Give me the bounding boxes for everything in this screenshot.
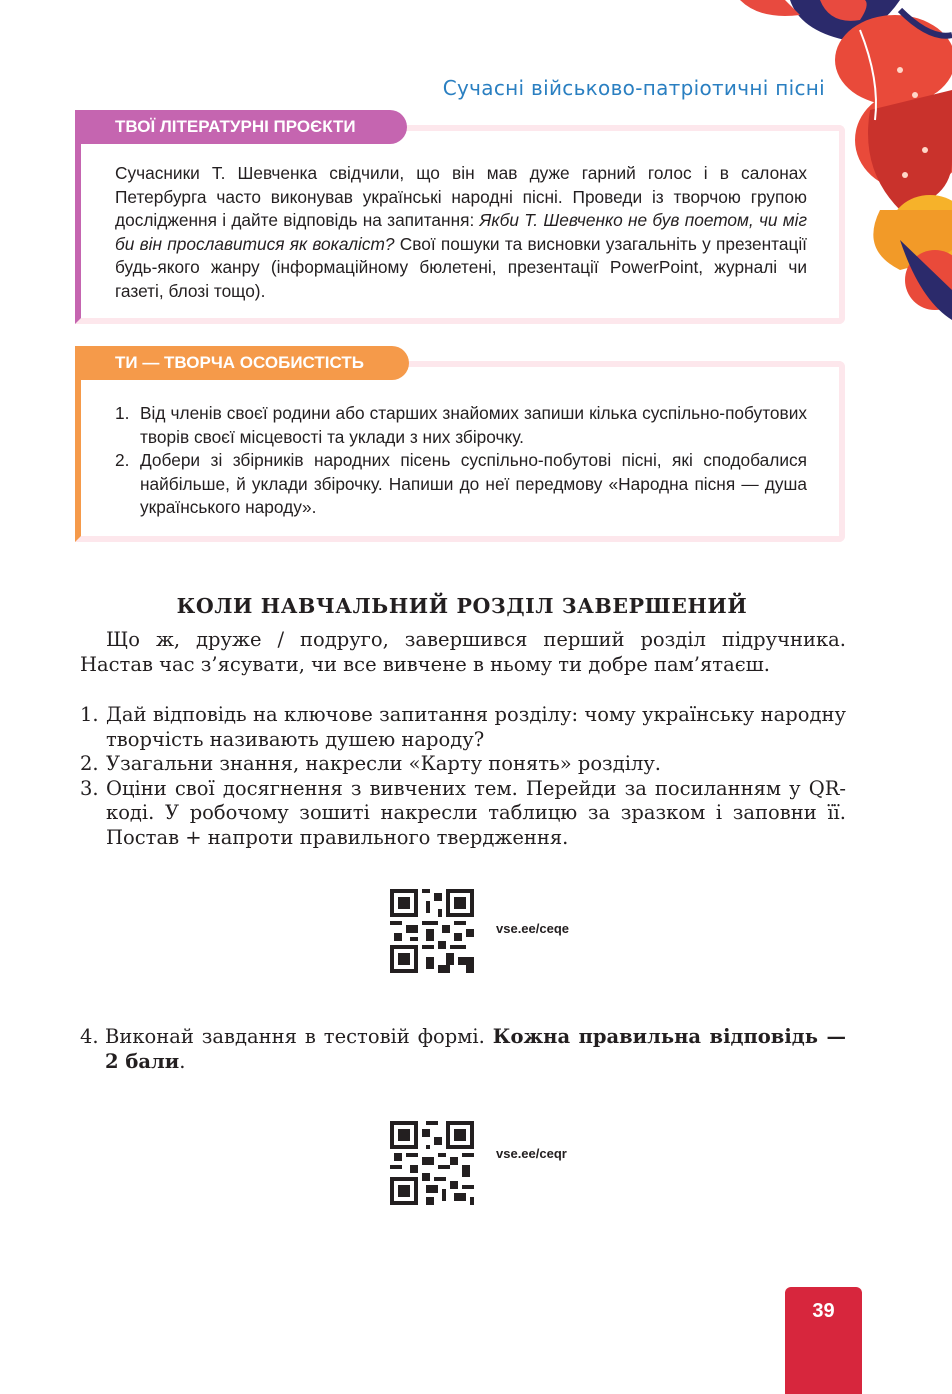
item-text: Від членів своєї родини або старших знайомих запиши кілька суспільно-побутових творів своєї місцевості та уклади з них збірочку. xyxy=(140,403,807,447)
literary-projects-box xyxy=(75,110,845,324)
review-tasks xyxy=(80,703,846,851)
item-number: 2. xyxy=(115,450,130,470)
task-number: 3. xyxy=(80,776,99,800)
task-item xyxy=(80,777,846,851)
running-head-title: Сучасні військово-патріотичні пісні xyxy=(442,76,825,100)
task-text: Виконай завдання в тестовій формі. xyxy=(105,1025,493,1048)
project-text xyxy=(115,162,807,303)
list-item xyxy=(115,402,807,449)
task-number: 2. xyxy=(80,752,99,776)
page-number-badge: 39 xyxy=(785,1287,862,1394)
task-text: Узагальни знання, накресли «Карту понять» розділу. xyxy=(106,752,661,776)
task-text: Дай відповідь на ключове запитання розділу: чому українську народну творчість називають душею народу? xyxy=(106,703,846,751)
intro-paragraph: Що ж, друже / подруго, завершився перший розділ підручника. Настав час з’ясувати, чи все вивчене в ньому ти добре пам’ятаєш. xyxy=(80,628,846,676)
qr-code-icon[interactable] xyxy=(388,1121,476,1205)
creative-tasks xyxy=(115,402,807,520)
task-number: 4. xyxy=(80,1025,99,1048)
item-number: 1. xyxy=(115,403,130,423)
project-text-part1: Сучасники Т. Шевченка свідчили, що він мав дуже гарний голос і в салонах Петербурга часто виконував українські народні пісні. Проведи із творчою групою дослідження і дайте відповідь на запитання: xyxy=(115,163,807,230)
task-text: Оціни свої досягнення з вивчених тем. Перейди за посиланням у QR-коді. У робочому зошиті накресли таблицю за зразком і заповни її. Постав + напроти правильного твердження. xyxy=(106,776,846,849)
task-item xyxy=(80,1025,846,1074)
project-text-part2: Свої пошуки та висновки узагальніть у презентації будь-якого жанру (інформаційному бюлетені, презентації PowerPoint, журналі чи газеті, блозі тощо). xyxy=(115,233,807,301)
qr-link-text[interactable]: vse.ee/ceqr xyxy=(496,1146,567,1161)
item-text: Добери зі збірників народних пісень суспільно-побутові пісні, які сподобалися найбільше, й уклади збірочку. Напиши до неї передмову «Народна пісня — душа українського народу». xyxy=(140,450,807,517)
box-tag-literary-projects: ТВОЇ ЛІТЕРАТУРНІ ПРОЄКТИ xyxy=(75,110,407,144)
project-question: Якби Т. Шевченко не був поетом, чи міг би він прославитися як вокаліст? xyxy=(115,210,807,254)
section-title: КОЛИ НАВЧАЛЬНИЙ РОЗДІЛ ЗАВЕРШЕНИЙ xyxy=(176,594,748,618)
qr-link-text[interactable]: vse.ee/ceqe xyxy=(496,921,570,936)
box-tag-creative-personality: ТИ — ТВОРЧА ОСОБИСТІСТЬ xyxy=(75,346,409,380)
list-item xyxy=(115,449,807,520)
task-item xyxy=(80,752,846,777)
qr-code-icon[interactable] xyxy=(388,889,476,973)
task-end: . xyxy=(179,1049,186,1073)
task-item-4 xyxy=(80,1025,846,1074)
task-number: 1. xyxy=(80,703,99,726)
creative-personality-box xyxy=(75,346,845,542)
task-score-note: Кожна правильна відповідь — 2 бали xyxy=(105,1025,846,1073)
section-intro xyxy=(80,628,846,677)
task-item xyxy=(80,703,846,752)
